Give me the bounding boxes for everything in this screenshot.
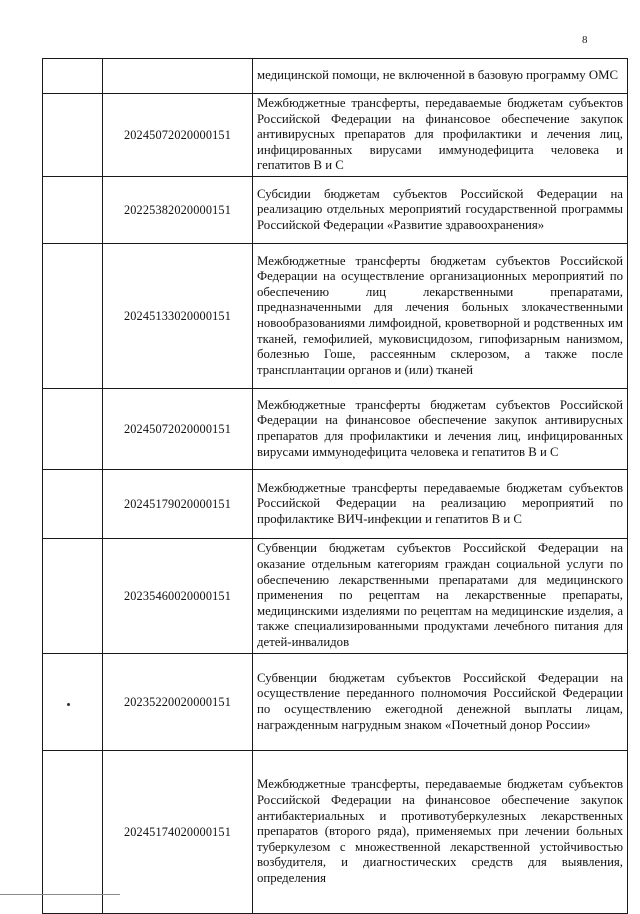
budget-code-cell xyxy=(103,59,253,94)
description-cell: Субвенции бюджетам субъектов Российской Федерации на оказание отдельным категориям граждан социальной услуги по обеспечению лекарственными препаратами для медицинского применения по рецептам на лекарственные препараты, медицинскими изделиями по рецептам на медицинские изделия, а также специализированными продуктами лечебного питания для детей-инвалидов xyxy=(253,539,628,654)
row-marker-cell xyxy=(43,244,103,389)
budget-code-cell: 20245072020000151 xyxy=(103,94,253,177)
scan-dot xyxy=(67,703,70,706)
budget-code-cell: 20245072020000151 xyxy=(103,389,253,470)
table-row xyxy=(43,539,628,654)
description-cell: Межбюджетные трансферты, передаваемые бюджетам субъектов Российской Федерации на финансовое обеспечение закупок антивирусных препаратов для профилактики и лечения лиц, инфицированных вирусами иммунодефицита человека и гепатитов В и С xyxy=(253,94,628,177)
row-marker-cell xyxy=(43,751,103,914)
row-marker-cell xyxy=(43,389,103,470)
page-number: 8 xyxy=(582,34,588,46)
row-marker-cell xyxy=(43,654,103,751)
budget-code-cell: 20245174020000151 xyxy=(103,751,253,914)
table-row xyxy=(43,389,628,470)
table-row xyxy=(43,59,628,94)
row-marker-cell xyxy=(43,94,103,177)
description-cell: Межбюджетные трансферты бюджетам субъектов Российской Федерации на осуществление организационных мероприятий по обеспечению лиц лекарственными препаратами, предназначенными для лечения больных злокачественными новообразованиями лимфоидной, кроветворной и родственных им тканей, гемофилией, муковисцидозом, гипофизарным нанизмом, болезнью Гоше, рассеянным склерозом, а также после трансплантации органов и (или) тканей xyxy=(253,244,628,389)
row-marker-cell xyxy=(43,470,103,539)
budget-code-cell: 20235220020000151 xyxy=(103,654,253,751)
budget-code-cell: 20235460020000151 xyxy=(103,539,253,654)
table-row xyxy=(43,751,628,914)
budget-code-cell: 20245133020000151 xyxy=(103,244,253,389)
budget-code-cell: 20245179020000151 xyxy=(103,470,253,539)
budget-code-cell: 20225382020000151 xyxy=(103,177,253,244)
description-cell: Межбюджетные трансферты бюджетам субъектов Российской Федерации на финансовое обеспечение закупок антивирусных препаратов для профилактики и лечения лиц, инфицированных вирусами иммунодефицита человека и гепатитов В и С xyxy=(253,389,628,470)
table-row xyxy=(43,94,628,177)
description-cell: Субвенции бюджетам субъектов Российской Федерации на осуществление переданного полномочия Российской Федерации по осуществлению ежегодной денежной выплаты лицам, награжденным нагрудным знаком «Почетный донор России» xyxy=(253,654,628,751)
description-cell: Межбюджетные трансферты передаваемые бюджетам субъектов Российской Федерации на реализацию мероприятий по профилактике ВИЧ-инфекции и гепатитов В и С xyxy=(253,470,628,539)
description-cell: Субсидии бюджетам субъектов Российской Федерации на реализацию отдельных мероприятий государственной программы Российской Федерации «Развитие здравоохранения» xyxy=(253,177,628,244)
table-row xyxy=(43,177,628,244)
page-bottom-rule xyxy=(0,894,120,895)
row-marker-cell xyxy=(43,59,103,94)
table-row xyxy=(43,654,628,751)
budget-codes-table xyxy=(42,58,628,914)
table-row xyxy=(43,470,628,539)
row-marker-cell xyxy=(43,539,103,654)
row-marker-cell xyxy=(43,177,103,244)
table-row xyxy=(43,244,628,389)
description-cell: Межбюджетные трансферты, передаваемые бюджетам субъектов Российской Федерации на финансовое обеспечение закупок антибактериальных и противотуберкулезных лекарственных препаратов (второго ряда), применяемых при лечении больных туберкулезом с множественной лекарственной устойчивостью возбудителя, и диагностических средств для выявления, определения xyxy=(253,751,628,914)
description-cell: медицинской помощи, не включенной в базовую программу ОМС xyxy=(253,59,628,94)
